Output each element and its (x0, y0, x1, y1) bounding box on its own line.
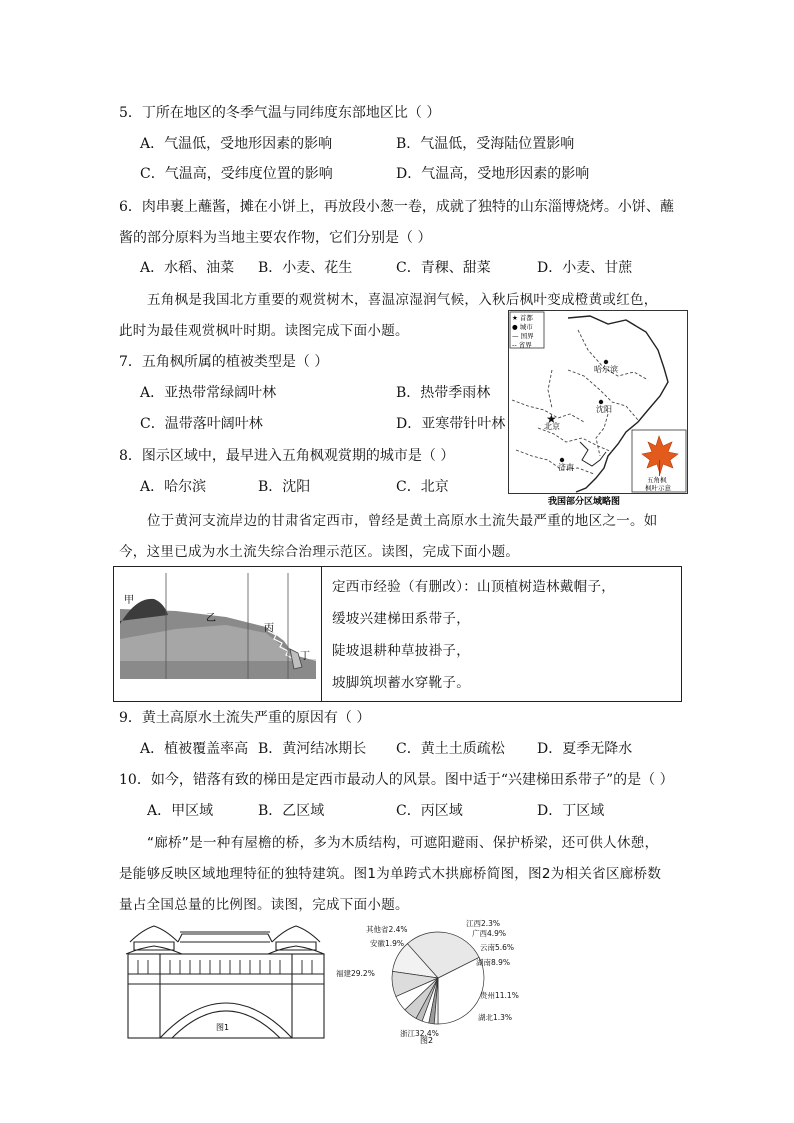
q6-option-c: C．青稞、甜菜 (396, 260, 491, 276)
pie-label-3: 湖南8.9% (476, 958, 511, 967)
city-shenyang: 沈阳 (596, 405, 612, 414)
q7-stem: 7．五角枫所属的植被类型是（ ） (119, 354, 329, 370)
city-dot-shenyang (599, 400, 603, 404)
city-jinan: 济南 (558, 463, 574, 472)
q9-option-b: B．黄河结冰期长 (258, 741, 367, 757)
pie-label-8: 安徽1.9% (370, 939, 405, 948)
legend-province-border: -- 省界 (512, 341, 532, 349)
fig2-label: 图2 (420, 1036, 434, 1045)
pie-chart (330, 916, 530, 1046)
pie-label-7: 其他省2.4% (366, 925, 408, 934)
q5-stem: 5．丁所在地区的冬季气温与同纬度东部地区比（ ） (119, 105, 441, 121)
covered-bridge-drawing (120, 920, 330, 1042)
q9-option-a: A．植被覆盖率高 (140, 741, 249, 757)
region-map (508, 310, 688, 506)
q10-option-d: D．丁区域 (537, 803, 605, 819)
q5-option-b: B．气温低，受海陆位置影响 (396, 136, 575, 152)
passage3-line1: “廊桥”是一种有屋檐的桥，多为木质结构，可遮阳避雨、保护桥梁，还可供人休憩， (147, 835, 659, 851)
leaf-caption-1: 五角枫 (647, 476, 667, 484)
legend-national-border: — 国界 (512, 332, 534, 340)
q10-option-b: B．乙区域 (258, 803, 325, 819)
city-beijing: 北京 (544, 422, 560, 431)
pie-label-0: 浙江32.4% (400, 1029, 439, 1038)
map-caption: 我国部分区域略图 (548, 497, 621, 506)
terrace-text-3: 陡坡退耕种草披褂子， (332, 643, 470, 659)
q5-option-c: C．气温高，受纬度位置的影响 (140, 166, 333, 182)
passage1-line2: 此时为最佳观赏枫叶时期。读图完成下面小题。 (119, 323, 409, 339)
city-dot-jinan (560, 458, 564, 462)
passage3-line2: 是能够反映区域地理特征的独特建筑。图1为单跨式木拱廊桥简图，图2为相关省区廊桥数 (119, 866, 662, 882)
pie-label-6: 江西2.3% (466, 919, 501, 928)
q5-option-d: D．气温高，受地形因素的影响 (396, 166, 590, 182)
q9-option-c: C．黄土土质疏松 (396, 741, 505, 757)
terrace-text-2: 缓坡兴建梯田系带子， (332, 611, 470, 627)
q6-option-d: D．小麦、甘蔗 (537, 260, 633, 276)
slope-profile-diagram (116, 569, 320, 699)
city-dot-harbin (604, 360, 608, 364)
q6-line1: 6．肉串裹上蘸酱，摊在小饼上，再放段小葱一卷，成就了独特的山东淄博烧烤。小饼、蘸 (119, 199, 674, 215)
q8-option-a: A．哈尔滨 (140, 479, 207, 495)
passage2-line1: 位于黄河支流岸边的甘肃省定西市，曾经是黄土高原水土流失最严重的地区之一。如 (147, 513, 658, 529)
q8-stem: 8．图示区域中，最早进入五角枫观赏期的城市是（ ） (119, 448, 455, 464)
fig1-label: 图1 (216, 1023, 230, 1032)
pie-label-1: 福建29.2% (336, 969, 375, 978)
pie-label-9: 湖北1.3% (478, 1013, 513, 1022)
pie-label-5: 广西4.9% (472, 929, 507, 938)
passage2-line2: 今，这里已成为水土流失综合治理示范区。读图，完成下面小题。 (119, 544, 520, 560)
label-yi: 乙 (206, 613, 216, 624)
q6-line2: 酱的部分原料为当地主要农作物，它们分别是（ ） (119, 230, 432, 246)
q9-option-d: D．夏季无降水 (537, 741, 633, 757)
capital-star-icon: ★ (546, 412, 557, 426)
leaf-caption-2: 枫叶示意 (645, 484, 671, 492)
pie-label-2: 贵州11.1% (480, 991, 519, 1000)
legend-capital: ★ 首都 (512, 314, 533, 322)
passage3-line3: 量占全国总量的比例图。读图，完成下面小题。 (119, 897, 409, 913)
legend-city: ● 城市 (512, 323, 533, 331)
label-ding: 丁 (300, 651, 310, 662)
q5-option-a: A．气温低，受地形因素的影响 (140, 136, 333, 152)
q9-stem: 9．黄土高原水土流失严重的原因有（ ） (119, 710, 371, 726)
q7-option-c: C．温带落叶阔叶林 (140, 416, 263, 432)
q7-option-a: A．亚热带常绿阔叶林 (140, 385, 277, 401)
q10-stem: 10．如今，错落有致的梯田是定西市最动人的风景。图中适于“兴建梯田系带子”的是（ ） (119, 772, 674, 788)
q8-option-c: C．北京 (396, 479, 449, 495)
terrace-text-1: 定西市经验（有删改）：山顶植树造林戴帽子， (332, 579, 616, 595)
terrace-text-4: 坡脚筑坝蓄水穿靴子。 (332, 675, 470, 691)
passage1-line1: 五角枫是我国北方重要的观赏树木，喜温凉湿润气候，入秋后枫叶变成橙黄或红色， (147, 292, 658, 308)
label-bing: 丙 (264, 623, 274, 634)
q7-option-d: D．亚寒带针叶林 (396, 416, 506, 432)
city-harbin: 哈尔滨 (594, 365, 618, 374)
q8-option-b: B．沈阳 (258, 479, 311, 495)
terrace-figure-box (113, 566, 682, 702)
q6-option-b: B．小麦、花生 (258, 260, 353, 276)
q7-option-b: B．热带季雨林 (396, 385, 491, 401)
q6-option-a: A．水稻、油菜 (140, 260, 235, 276)
pie-label-4: 云南5.6% (480, 943, 515, 952)
q10-option-a: A．甲区域 (147, 803, 214, 819)
q10-option-c: C．丙区域 (396, 803, 463, 819)
label-jia: 甲 (124, 595, 134, 606)
